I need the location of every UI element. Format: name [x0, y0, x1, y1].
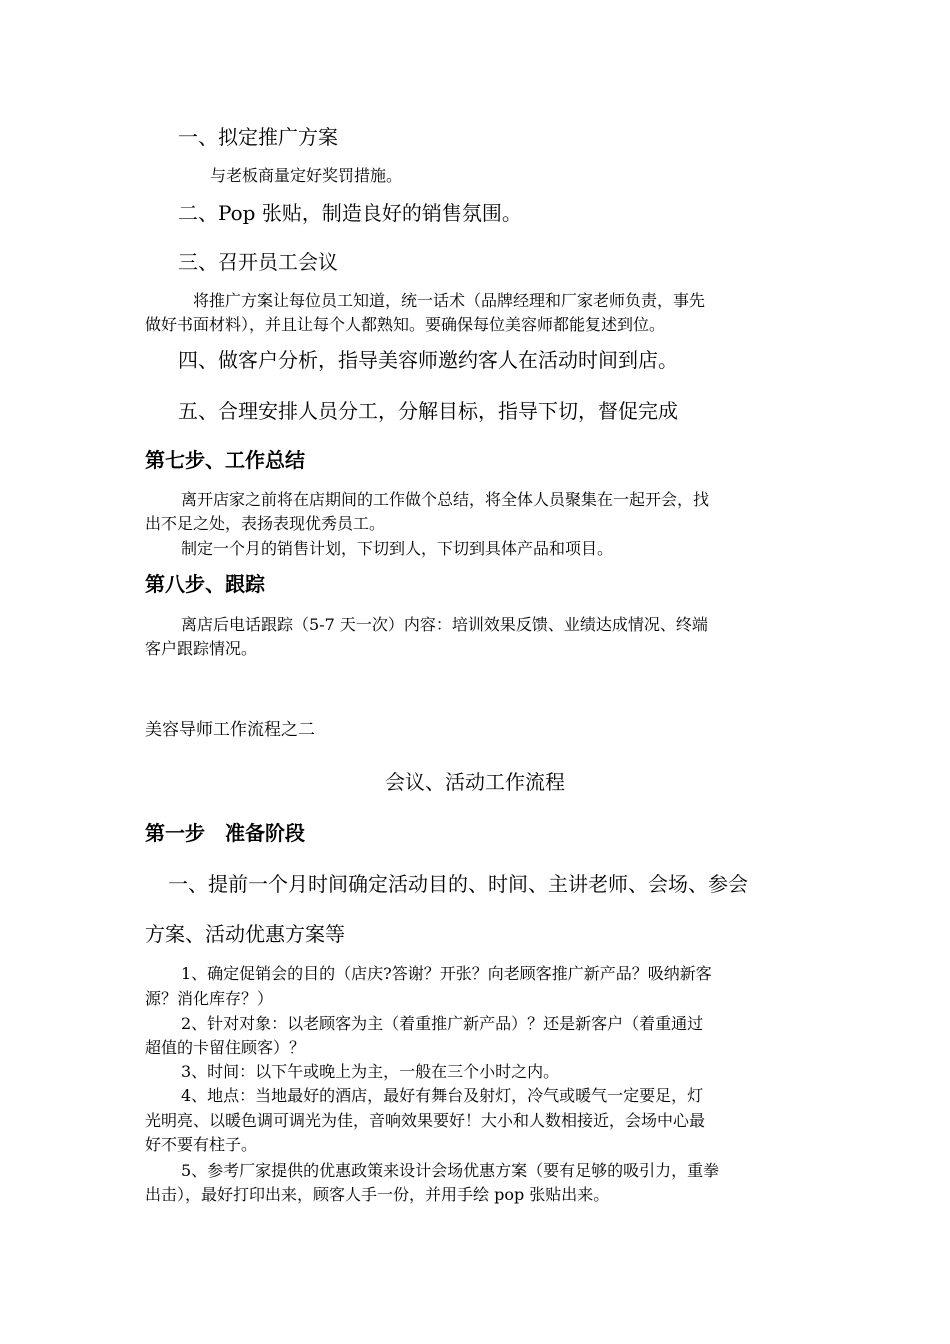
heading-staff-assignment: 五、合理安排人员分工，分解目标，指导下切，督促完成 — [178, 399, 678, 423]
page-title: 会议、活动工作流程 — [385, 770, 565, 794]
section-heading-step1: 第一步 准备阶段 — [145, 821, 305, 845]
list-item-2-cont: 超值的卡留住顾客）？ — [145, 1038, 306, 1057]
paragraph-text: 做好书面材料），并且让每个人都熟知。要确保每位美容师都能复述到位。 — [145, 315, 666, 334]
paragraph-text: 离开店家之前将在店期间的工作做个总结，将全体人员聚集在一起开会，找 — [181, 490, 710, 509]
paragraph-text: 客户跟踪情况。 — [145, 639, 258, 658]
list-item-4-cont: 好不要有柱子。 — [145, 1135, 258, 1154]
list-item-5: 5、参考厂家提供的优惠政策来设计会场优惠方案（要有足够的吸引力，重拳 — [181, 1161, 720, 1180]
list-item-4-cont: 光明亮、以暖色调可调光为佳，音响效果要好！大小和人数相接近，会场中心最 — [145, 1111, 706, 1130]
paragraph-text: 与老板商量定好奖罚措施。 — [210, 166, 403, 185]
heading-continuation: 方案、活动优惠方案等 — [145, 922, 345, 946]
section-heading-step7: 第七步、工作总结 — [145, 448, 305, 472]
list-item-1: 1、确定促销会的目的（店庆?答谢？开张？向老顾客推广新产品？吸纳新客 — [181, 964, 712, 983]
paragraph-text: 制定一个月的销售计划，下切到人，下切到具体产品和项目。 — [181, 539, 614, 558]
list-item-2: 2、针对对象：以老顾客为主（着重推广新产品）？还是新客户（着重通过 — [181, 1014, 704, 1033]
heading-one-month-plan: 一、提前一个月时间确定活动目的、时间、主讲老师、会场、参会 — [168, 872, 748, 896]
list-item-3: 3、时间：以下午或晚上为主，一般在三个小时之内。 — [181, 1062, 560, 1081]
list-item-1-cont: 源？消化库存？） — [145, 989, 274, 1008]
paragraph-text: 离店后电话跟踪（5-7 天一次）内容：培训效果反馈、业绩达成情况、终端 — [181, 615, 708, 634]
heading-staff-meeting: 三、召开员工会议 — [178, 250, 338, 274]
heading-pop-posting: 二、Pop 张贴，制造良好的销售氛围。 — [178, 201, 522, 225]
paragraph-text: 出不足之处，表扬表现优秀员工。 — [145, 514, 386, 533]
paragraph-text: 将推广方案让每位员工知道，统一话术（品牌经理和厂家老师负责，事先 — [193, 291, 706, 310]
heading-customer-analysis: 四、做客户分析，指导美容师邀约客人在活动时间到店。 — [178, 348, 678, 372]
section-heading-step8: 第八步、跟踪 — [145, 572, 265, 596]
list-item-4: 4、地点：当地最好的酒店，最好有舞台及射灯，冷气或暖气一定要足，灯 — [181, 1086, 704, 1105]
subtitle-workflow-two: 美容导师工作流程之二 — [145, 720, 315, 740]
heading-promotion-plan: 一、拟定推广方案 — [178, 125, 338, 149]
list-item-5-cont: 出击），最好打印出来，顾客人手一份，并用手绘 pop 张贴出来。 — [145, 1185, 610, 1204]
